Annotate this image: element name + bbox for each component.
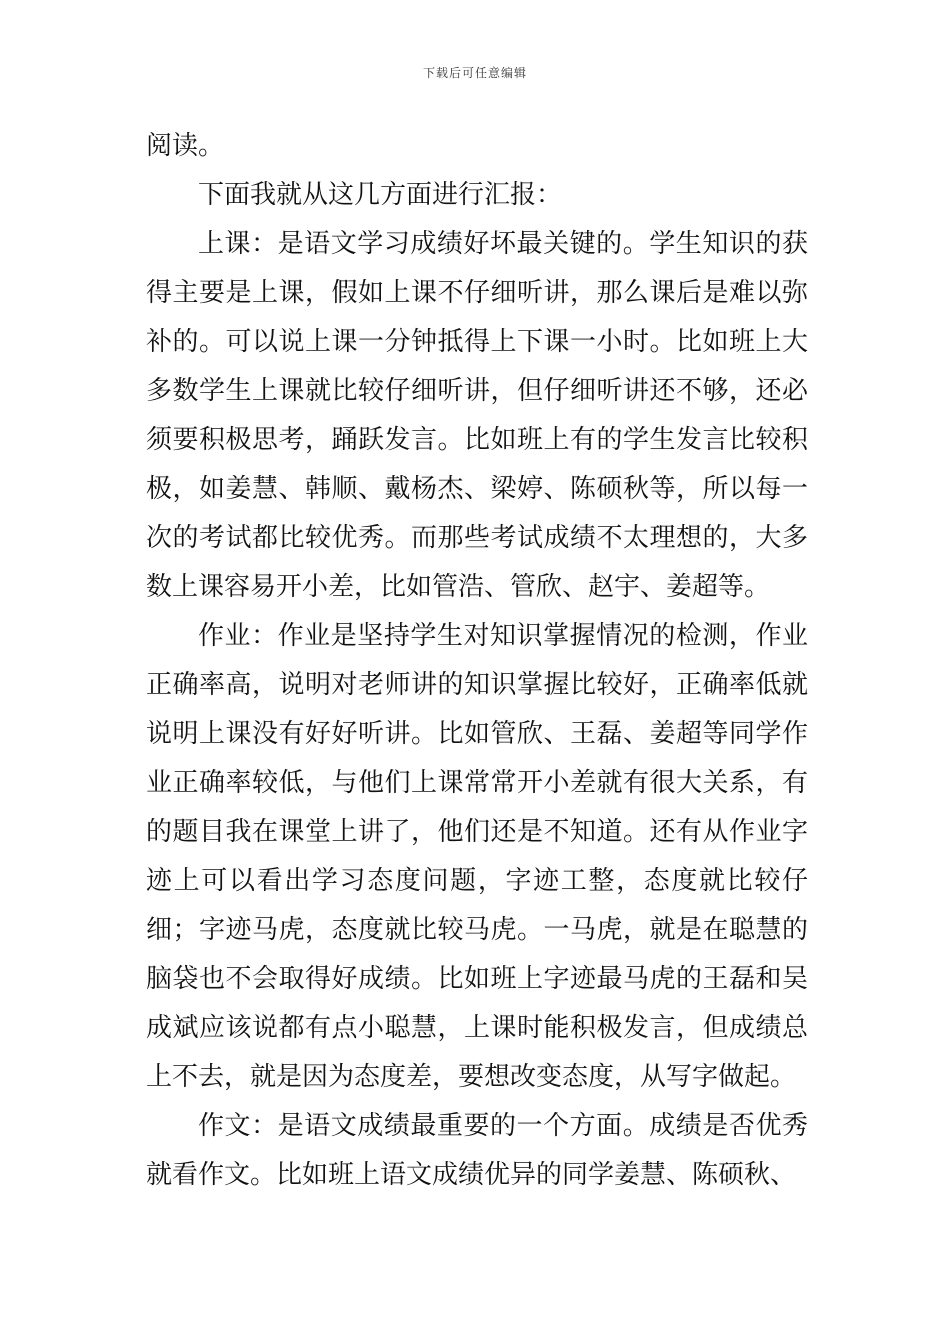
paragraph-homework: 作业：作业是坚持学生对知识掌握情况的检测，作业正确率高，说明对老师讲的知识掌握比较好，正确率低就说明上课没有好好听讲。比如管欣、王磊、姜超等同学作业正确率较低，与他们上课常常开小差就有很大关系，有的题目我在课堂上讲了，他们还是不知道。还有从作业字迹上可以看出学习态度问题，字迹工整，态度就比较仔细；字迹马虎，态度就比较马虎。一马虎，就是在聪慧的脑袋也不会取得好成绩。比如班上字迹最马虎的王磊和吴成斌应该说都有点小聪慧，上课时能积极发言，但成绩总上不去，就是因为态度差，要想改变态度，从写字做起。 xyxy=(146,621,808,1092)
paragraph-closing-fragment: 阅读。 xyxy=(146,131,225,161)
paragraph-intro: 下面我就从这几方面进行汇报： xyxy=(198,180,563,210)
paragraph-class-attendance: 上课：是语文学习成绩好坏最关键的。学生知识的获得主要是上课，假如上课不仔细听讲，那么课后是难以弥补的。可以说上课一分钟抵得上下课一小时。比如班上大多数学生上课就比较仔细听讲，但仔细听讲还不够，还必须要积极思考，踊跃发言。比如班上有的学生发言比较积极，如姜慧、韩顺、戴杨杰、梁婷、陈硕秋等，所以每一次的考试都比较优秀。而那些考试成绩不太理想的，大多数上课容易开小差，比如管浩、管欣、赵宇、姜超等。 xyxy=(146,229,808,602)
header-note: 下载后可任意编辑 xyxy=(422,66,527,80)
paragraph-composition: 作文：是语文成绩最重要的一个方面。成绩是否优秀就看作文。比如班上语文成绩优异的同学姜慧、陈硕秋、 xyxy=(146,1111,808,1190)
document-body xyxy=(146,122,808,1200)
